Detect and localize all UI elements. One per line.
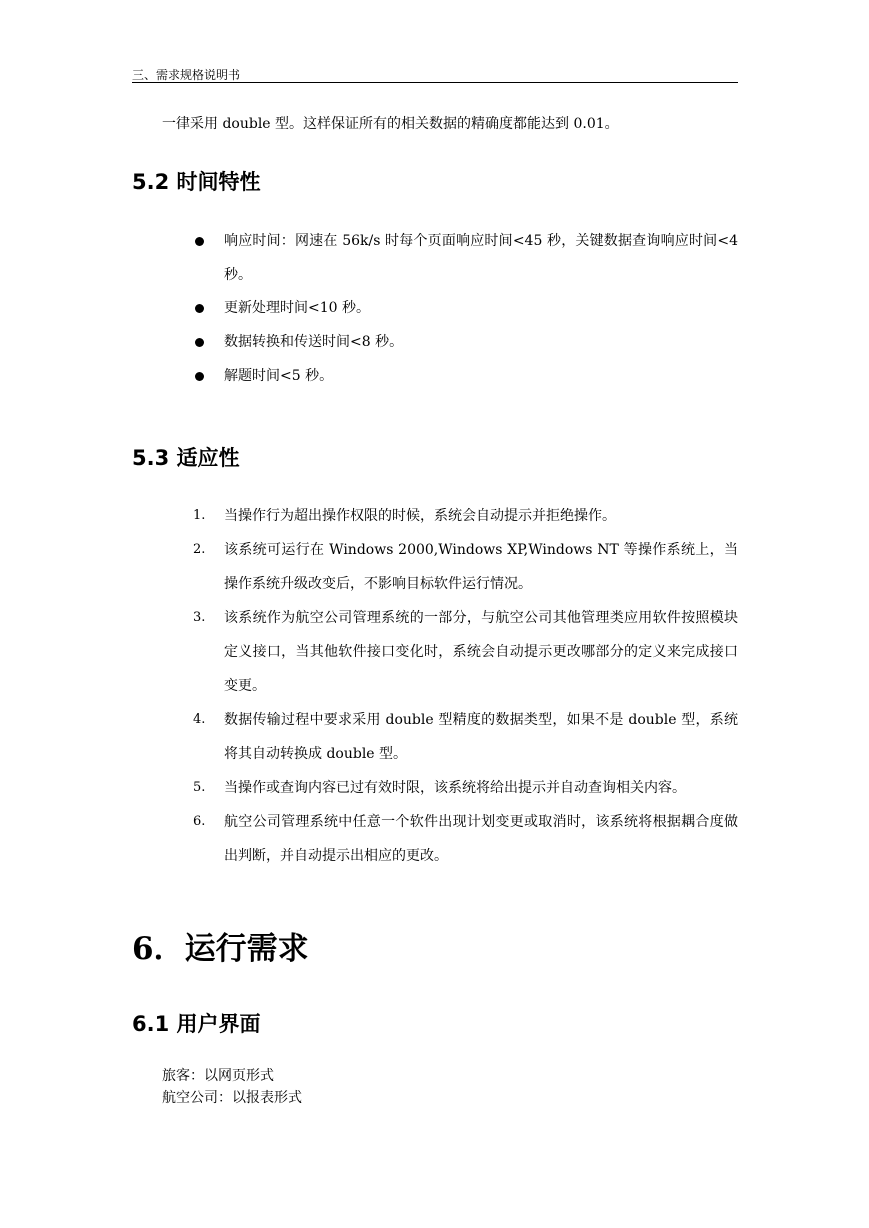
ui-line-passenger: 旅客：以网页形式 (162, 1068, 274, 1084)
list-item (193, 298, 738, 320)
list-item (193, 231, 738, 287)
bullet-icon (195, 237, 204, 246)
section-5-3-heading: 5.3 适应性 (132, 446, 240, 470)
list-item (193, 710, 738, 766)
list-number: 1. (193, 508, 206, 523)
list-item-text: 更新处理时间<10 秒。 (224, 300, 370, 316)
list-item (193, 812, 738, 868)
ui-line-airline: 航空公司：以报表形式 (162, 1090, 302, 1106)
list-item-text: 该系统作为航空公司管理系统的一部分，与航空公司其他管理类应用软件按照模块定义接口，当其他软件接口变化时，系统会自动提示更改哪部分的定义来完成接口变更。 (224, 610, 738, 694)
list-number: 4. (193, 712, 206, 727)
list-item-text: 航空公司管理系统中任意一个软件出现计划变更或取消时，该系统将根据耦合度做出判断，并自动提示出相应的更改。 (224, 814, 738, 864)
list-item (193, 332, 738, 354)
header-title: 三、需求规格说明书 (132, 68, 241, 82)
page-header (132, 64, 738, 83)
list-item (193, 778, 738, 800)
list-item (193, 608, 738, 698)
section-5-2-heading: 5.2 时间特性 (132, 170, 261, 194)
list-item-text: 数据转换和传送时间<8 秒。 (224, 334, 404, 350)
bullet-icon (195, 372, 204, 381)
list-item (193, 506, 738, 528)
list-item (193, 540, 738, 596)
section-6-heading: 6．运行需求 (132, 931, 309, 967)
list-number: 3. (193, 610, 206, 625)
section-6-1-heading: 6.1 用户界面 (132, 1012, 261, 1036)
list-item-text: 解题时间<5 秒。 (224, 368, 334, 384)
list-item-text: 该系统可运行在 Windows 2000,Windows XP,Windows NT 等操作系统上，当操作系统升级改变后，不影响目标软件运行情况。 (224, 542, 738, 592)
list-number: 2. (193, 542, 206, 557)
list-number: 5. (193, 780, 206, 795)
list-item-text: 数据传输过程中要求采用 double 型精度的数据类型，如果不是 double 型，系统将其自动转换成 double 型。 (224, 712, 738, 762)
list-item-text: 当操作行为超出操作权限的时候，系统会自动提示并拒绝操作。 (224, 508, 616, 524)
list-number: 6. (193, 814, 206, 829)
bullet-icon (195, 304, 204, 313)
list-item-text: 响应时间：网速在 56k/s 时每个页面响应时间<45 秒，关键数据查询响应时间<4 秒。 (224, 233, 738, 283)
list-item-text: 当操作或查询内容已过有效时限，该系统将给出提示并自动查询相关内容。 (224, 780, 686, 796)
list-item (193, 366, 738, 388)
bullet-icon (195, 338, 204, 347)
intro-paragraph: 一律采用 double 型。这样保证所有的相关数据的精确度都能达到 0.01。 (162, 116, 619, 132)
